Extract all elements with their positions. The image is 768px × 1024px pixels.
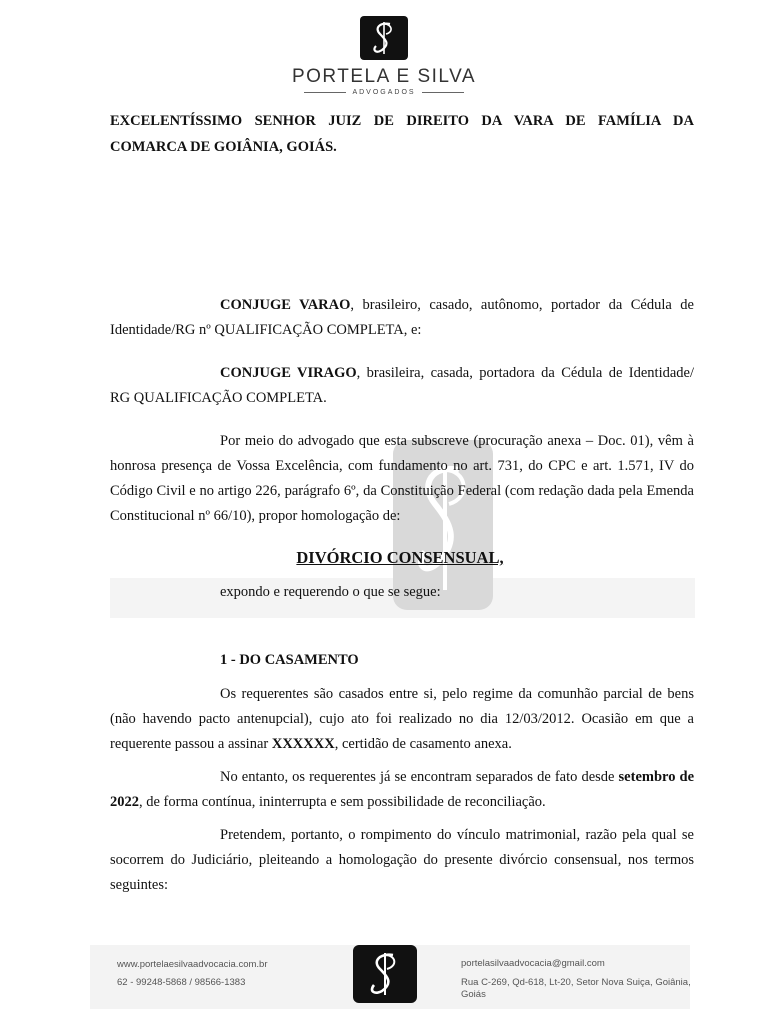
document-title: DIVÓRCIO CONSENSUAL,: [296, 548, 504, 567]
section1-paragraph-1: Os requerentes são casados entre si, pelo regime da comunhão parcial de bens (não havendo pacto antenupcial), cujo ato foi realizado no dia 12/03/2012. Ocasião em que a requerente passou a assinar XXXXXX, certidão de casamento anexa.: [110, 686, 694, 752]
footer-phones: 62 - 99248-5868 / 98566-1383: [117, 977, 246, 988]
party1-name: CONJUGE VARAO: [220, 297, 351, 313]
firm-logo: [360, 16, 408, 60]
party2-paragraph: CONJUGE VIRAGO, brasileira, casada, portadora da Cédula de Identidade/ RG QUALIFICAÇÃO COMPLETA.: [110, 365, 694, 406]
firm-name: PORTELA E SILVA: [291, 66, 477, 87]
firm-subtitle: ADVOGADOS: [0, 89, 768, 96]
section1-paragraph-2: No entanto, os requerentes já se encontram separados de fato desde setembro de 2022, de forma contínua, ininterrupta e sem possibilidade de reconciliação.: [110, 769, 694, 810]
footer-email: portelasilvaadvocacia@gmail.com: [461, 958, 605, 969]
section-heading: 1 - DO CASAMENTO: [220, 652, 359, 668]
intro-paragraph: Por meio do advogado que esta subscreve (procuração anexa – Doc. 01), vêm à honrosa presença de Vossa Excelência, com fundamento no art. 731, do CPC e art. 1.571, IV do Código Civil e no artigo 226, parágrafo 6º, da Constituição Federal (com redação dada pela Emenda Constitucional nº 66/10), propor homologação de:: [110, 433, 694, 524]
expondo-line: expondo e requerendo o que se segue:: [220, 584, 441, 600]
section1-paragraph-3: Pretendem, portanto, o rompimento do vínculo matrimonial, razão pela qual se socorrem do Judiciário, pleiteando a homologação do presente divórcio consensual, nos termos seguintes:: [110, 827, 694, 893]
party1-paragraph: CONJUGE VARAO, brasileiro, casado, autônomo, portador da Cédula de Identidade/RG nº QUALIFICAÇÃO COMPLETA, e:: [110, 297, 694, 338]
logo-monogram-icon: [360, 16, 408, 60]
party2-name: CONJUGE VIRAGO: [220, 365, 357, 381]
footer-logo: [353, 945, 417, 1003]
footer-website: www.portelaesilvaadvocacia.com.br: [117, 959, 268, 970]
footer-address: Rua C-269, Qd-618, Lt-20, Setor Nova Suiça, Goiânia, Goiás: [461, 977, 691, 1000]
addressee: EXCELENTÍSSIMO SENHOR JUIZ DE DIREITO DA VARA DE FAMÍLIA DA COMARCA DE GOIÂNIA, GOIÁS.: [110, 113, 694, 155]
footer-monogram-icon: [353, 945, 417, 1003]
